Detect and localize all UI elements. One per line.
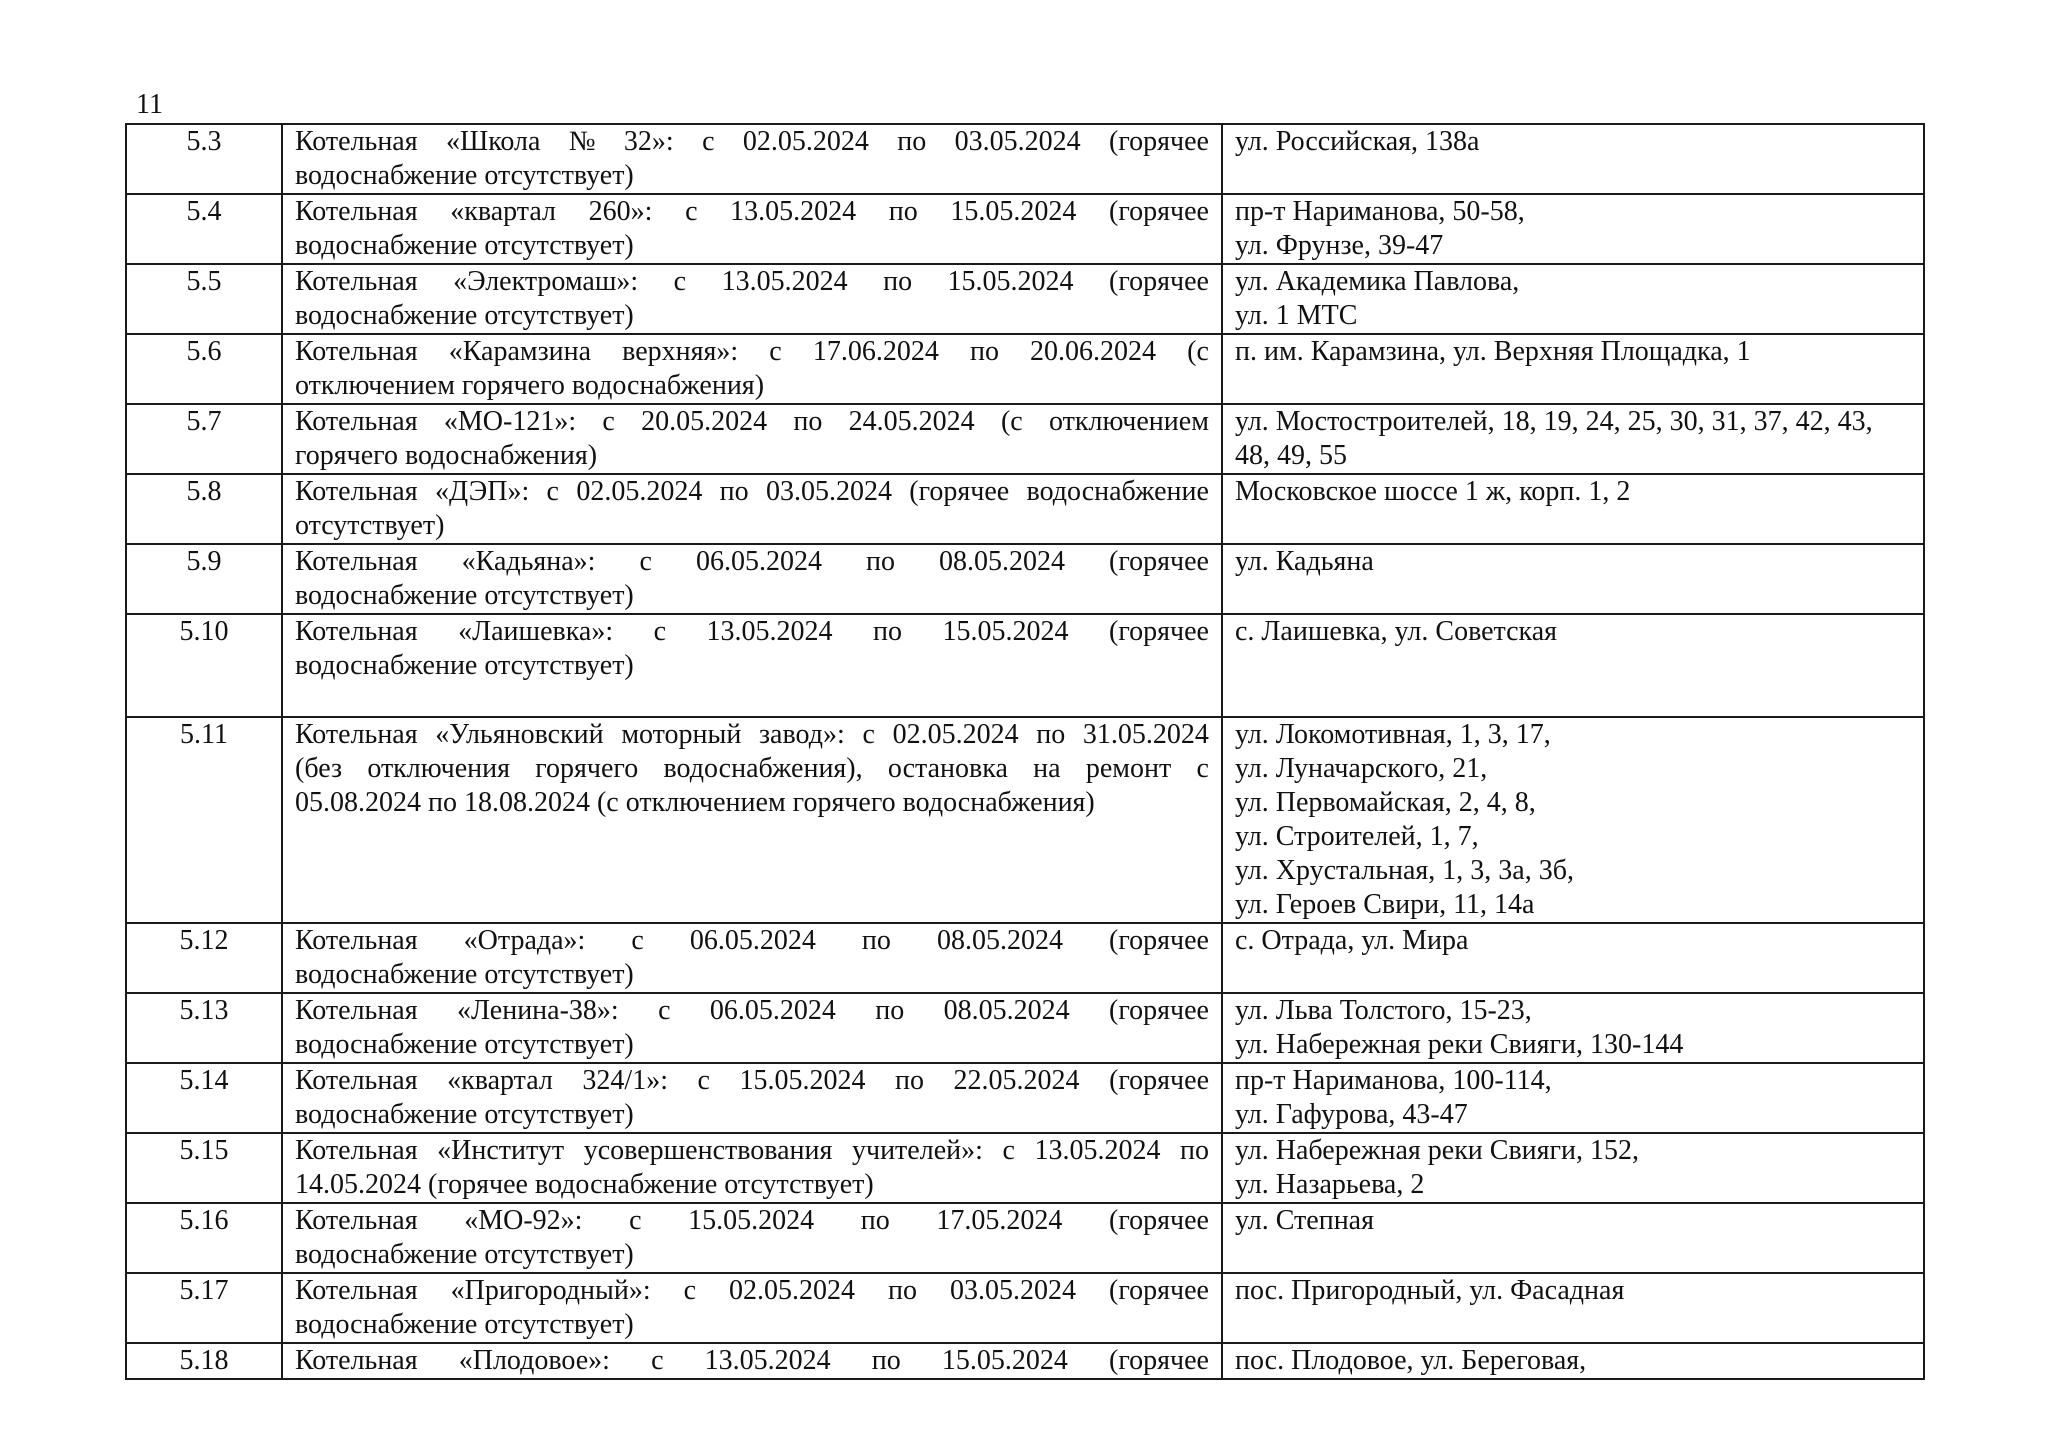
address-cell: [1222, 264, 1924, 334]
description-line: Котельная «Ленина-38»: с 06.05.2024 по 08.05.2024 (горячее: [295, 995, 1209, 1026]
address-line: ул. Героев Свири, 11, 14а: [1235, 889, 1535, 920]
address-cell: [1222, 194, 1924, 264]
table-row: [126, 1343, 1924, 1379]
row-number-cell: 5.9: [126, 544, 282, 614]
description-line: Котельная «квартал 324/1»: с 15.05.2024 по 22.05.2024 (горячее: [295, 1065, 1209, 1096]
row-number-cell: 5.8: [126, 474, 282, 544]
description-line: водоснабжение отсутствует): [295, 580, 634, 611]
address-line: 48, 49, 55: [1235, 440, 1347, 471]
description-line: Котельная «Отрада»: с 06.05.2024 по 08.05.2024 (горячее: [295, 925, 1209, 956]
address-line: ул. Набережная реки Свияги, 152,: [1235, 1135, 1640, 1166]
description-line: горячего водоснабжения): [295, 440, 598, 471]
description-line: Котельная «МО-121»: с 20.05.2024 по 24.05.2024 (с отключением: [295, 406, 1209, 437]
address-line: пос. Пригородный, ул. Фасадная: [1235, 1275, 1625, 1306]
address-cell: [1222, 993, 1924, 1063]
table-row: [126, 1133, 1924, 1203]
description-line: 14.05.2024 (горячее водоснабжение отсутствует): [295, 1169, 874, 1200]
row-number-cell: 5.6: [126, 334, 282, 404]
address-cell: [1222, 1063, 1924, 1133]
address-cell: [1222, 614, 1924, 717]
row-number-cell: 5.16: [126, 1203, 282, 1273]
description-cell: [282, 194, 1222, 264]
address-cell: [1222, 1273, 1924, 1343]
description-cell: [282, 334, 1222, 404]
description-line: Котельная «Ульяновский моторный завод»: с 02.05.2024 по 31.05.2024: [295, 719, 1209, 750]
address-cell: [1222, 404, 1924, 474]
table-row: [126, 124, 1924, 194]
address-cell: [1222, 474, 1924, 544]
address-line: пос. Плодовое, ул. Береговая,: [1235, 1345, 1587, 1376]
address-cell: [1222, 334, 1924, 404]
description-line: Котельная «Институт усовершенствования учителей»: с 13.05.2024 по: [295, 1135, 1209, 1166]
description-cell: [282, 404, 1222, 474]
address-cell: [1222, 923, 1924, 993]
row-number-cell: 5.3: [126, 124, 282, 194]
description-line: Котельная «Пригородный»: с 02.05.2024 по 03.05.2024 (горячее: [295, 1275, 1209, 1306]
description-cell: [282, 993, 1222, 1063]
address-line: ул. Строителей, 1, 7,: [1235, 821, 1479, 852]
description-cell: [282, 923, 1222, 993]
description-cell: [282, 717, 1222, 923]
row-number-cell: 5.17: [126, 1273, 282, 1343]
address-line: ул. Степная: [1235, 1205, 1374, 1236]
description-line: Котельная «Школа № 32»: с 02.05.2024 по 03.05.2024 (горячее: [295, 126, 1209, 157]
address-line: с. Лаишевка, ул. Советская: [1235, 616, 1558, 647]
table-row: [126, 1063, 1924, 1133]
row-number-cell: 5.13: [126, 993, 282, 1063]
description-cell: [282, 614, 1222, 717]
address-line: пр-т Нариманова, 100-114,: [1235, 1065, 1552, 1096]
address-line: ул. Луначарского, 21,: [1235, 753, 1488, 784]
address-line: пр-т Нариманова, 50-58,: [1235, 196, 1525, 227]
description-line: Котельная «Кадьяна»: с 06.05.2024 по 08.05.2024 (горячее: [295, 546, 1209, 577]
description-cell: [282, 1343, 1222, 1379]
address-cell: [1222, 1343, 1924, 1379]
page-number: 11: [136, 89, 163, 120]
description-cell: [282, 1133, 1222, 1203]
description-line: водоснабжение отсутствует): [295, 1029, 634, 1060]
description-cell: [282, 544, 1222, 614]
table-row: [126, 1203, 1924, 1273]
description-line: отсутствует): [295, 510, 445, 541]
table-body: [126, 124, 1924, 1379]
table-row: [126, 993, 1924, 1063]
row-number-cell: 5.7: [126, 404, 282, 474]
description-line: Котельная «Плодовое»: с 13.05.2024 по 15.05.2024 (горячее: [295, 1345, 1209, 1376]
address-line: ул. Назарьева, 2: [1235, 1169, 1425, 1200]
address-line: с. Отрада, ул. Мира: [1235, 925, 1469, 956]
description-cell: [282, 124, 1222, 194]
address-line: ул. Кадьяна: [1235, 546, 1374, 577]
description-line: (без отключения горячего водоснабжения), остановка на ремонт с: [295, 753, 1209, 784]
address-line: ул. Хрустальная, 1, 3, 3а, 3б,: [1235, 855, 1574, 886]
table-row: [126, 194, 1924, 264]
address-line: Московское шоссе 1 ж, корп. 1, 2: [1235, 476, 1631, 507]
description-cell: [282, 1063, 1222, 1133]
table-row: [126, 334, 1924, 404]
table-row: [126, 264, 1924, 334]
description-line: водоснабжение отсутствует): [295, 650, 634, 681]
row-number-cell: 5.12: [126, 923, 282, 993]
description-line: Котельная «квартал 260»: с 13.05.2024 по 15.05.2024 (горячее: [295, 196, 1209, 227]
table-row: [126, 923, 1924, 993]
address-cell: [1222, 717, 1924, 923]
description-cell: [282, 474, 1222, 544]
table-row: [126, 1273, 1924, 1343]
boiler-shutdown-table: [125, 123, 1925, 1380]
address-line: ул. Гафурова, 43-47: [1235, 1099, 1468, 1130]
row-number-cell: 5.11: [126, 717, 282, 923]
address-line: ул. Первомайская, 2, 4, 8,: [1235, 787, 1536, 818]
address-line: ул. 1 МТС: [1235, 300, 1358, 331]
description-line: водоснабжение отсутствует): [295, 1099, 634, 1130]
description-line: Котельная «Карамзина верхняя»: с 17.06.2024 по 20.06.2024 (с: [295, 336, 1209, 367]
address-cell: [1222, 124, 1924, 194]
address-line: ул. Мостостроителей, 18, 19, 24, 25, 30, 31, 37, 42, 43,: [1235, 406, 1873, 437]
table-row: [126, 544, 1924, 614]
row-number-cell: 5.5: [126, 264, 282, 334]
table-row: [126, 614, 1924, 717]
description-line: водоснабжение отсутствует): [295, 1239, 634, 1270]
description-line: отключением горячего водоснабжения): [295, 370, 765, 401]
description-line: Котельная «Лаишевка»: с 13.05.2024 по 15.05.2024 (горячее: [295, 616, 1209, 647]
description-line: водоснабжение отсутствует): [295, 959, 634, 990]
row-number-cell: 5.10: [126, 614, 282, 717]
table-row: [126, 404, 1924, 474]
address-cell: [1222, 544, 1924, 614]
row-number-cell: 5.14: [126, 1063, 282, 1133]
description-line: Котельная «МО-92»: с 15.05.2024 по 17.05.2024 (горячее: [295, 1205, 1209, 1236]
table-row: [126, 717, 1924, 923]
address-line: ул. Фрунзе, 39-47: [1235, 230, 1444, 261]
description-cell: [282, 1273, 1222, 1343]
address-line: п. им. Карамзина, ул. Верхняя Площадка, 1: [1235, 336, 1751, 367]
description-line: водоснабжение отсутствует): [295, 1309, 634, 1340]
table-row: [126, 474, 1924, 544]
address-line: ул. Российская, 138а: [1235, 126, 1480, 157]
address-cell: [1222, 1203, 1924, 1273]
address-line: ул. Локомотивная, 1, 3, 17,: [1235, 719, 1551, 750]
description-line: водоснабжение отсутствует): [295, 160, 634, 191]
description-line: 05.08.2024 по 18.08.2024 (с отключением горячего водоснабжения): [295, 787, 1095, 818]
description-line: Котельная «ДЭП»: с 02.05.2024 по 03.05.2024 (горячее водоснабжение: [295, 476, 1209, 507]
row-number-cell: 5.15: [126, 1133, 282, 1203]
description-cell: [282, 1203, 1222, 1273]
address-line: ул. Набережная реки Свияги, 130-144: [1235, 1029, 1684, 1060]
row-number-cell: 5.18: [126, 1343, 282, 1379]
row-number-cell: 5.4: [126, 194, 282, 264]
description-line: водоснабжение отсутствует): [295, 230, 634, 261]
address-line: ул. Льва Толстого, 15-23,: [1235, 995, 1532, 1026]
description-line: водоснабжение отсутствует): [295, 300, 634, 331]
description-cell: [282, 264, 1222, 334]
description-line: Котельная «Электромаш»: с 13.05.2024 по 15.05.2024 (горячее: [295, 266, 1209, 297]
address-cell: [1222, 1133, 1924, 1203]
address-line: ул. Академика Павлова,: [1235, 266, 1520, 297]
